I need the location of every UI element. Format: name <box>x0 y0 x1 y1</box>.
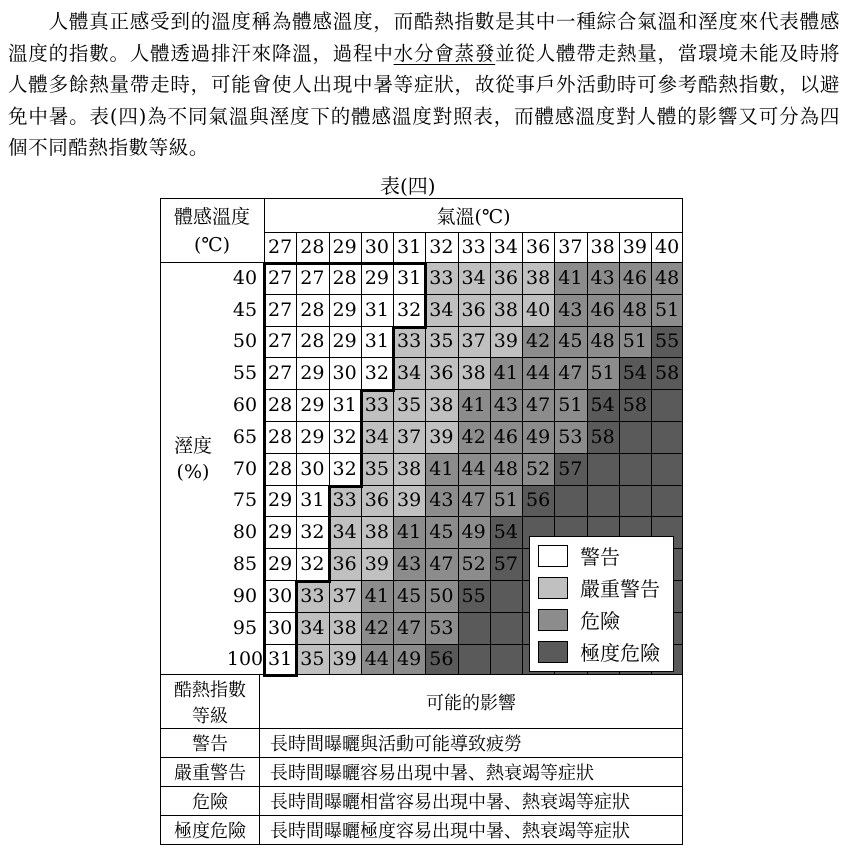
impact-row-level: 危險 <box>161 787 260 816</box>
heat-index-cell <box>490 644 522 676</box>
humidity-tick: 40 <box>232 266 258 289</box>
temperature-tick: 28 <box>300 236 325 258</box>
heat-index-cell: 58 <box>651 357 683 389</box>
intro-paragraph <box>8 6 840 164</box>
humidity-tick: 55 <box>232 362 258 385</box>
warning-boundary <box>392 357 395 391</box>
heat-index-cell: 30 <box>264 612 296 644</box>
heat-index-cell: 34 <box>458 262 490 294</box>
impact-row <box>161 758 683 787</box>
warning-boundary <box>295 612 298 646</box>
legend-label-danger: 危險 <box>580 609 620 633</box>
impact-row-level: 警告 <box>161 729 260 758</box>
heat-index-cell <box>619 485 651 517</box>
warning-boundary <box>263 262 266 676</box>
heat-index-cell: 31 <box>264 644 296 676</box>
impact-header-level-line1: 酷熱指數 <box>174 679 246 701</box>
temperature-tick: 29 <box>332 236 357 258</box>
legend <box>529 536 674 672</box>
heat-index-cell: 39 <box>329 644 361 676</box>
heat-index-cell: 34 <box>361 421 393 453</box>
legend-item-warning <box>538 541 620 570</box>
heat-index-cell: 31 <box>329 389 361 421</box>
heat-index-cell: 54 <box>619 357 651 389</box>
impact-table <box>160 674 683 845</box>
impact-row-level: 嚴重警告 <box>161 758 260 787</box>
grid-hline <box>264 453 683 454</box>
heat-index-cell: 28 <box>296 294 328 326</box>
table-border-top <box>160 198 683 199</box>
heat-index-cell: 38 <box>361 516 393 548</box>
heat-index-cell: 43 <box>393 548 425 580</box>
heat-index-cell: 35 <box>296 644 328 676</box>
heat-index-cell: 28 <box>329 262 361 294</box>
heat-index-cell: 43 <box>425 485 457 517</box>
humidity-tick: 70 <box>232 457 258 480</box>
heat-index-cell: 33 <box>393 326 425 358</box>
heat-index-cell: 38 <box>329 612 361 644</box>
heat-index-cell <box>587 485 619 517</box>
heat-index-cell <box>587 453 619 485</box>
intro-text-after: 並從人體帶走熱量，當環境未能及時將人體多餘熱量帶走時，可能會使人出現中暑等症狀，故從事戶外活動時可參考酷熱指數，以避免中暑。表(四)為不同氣溫與溼度下的體感溫度對照表，而體感溫度對人體的影響又可分為四個不同酷熱指數等級。 <box>8 41 840 159</box>
heat-index-cell: 35 <box>393 389 425 421</box>
impact-row <box>161 729 683 758</box>
heat-index-cell: 39 <box>425 421 457 453</box>
heat-index-cell: 32 <box>296 516 328 548</box>
heat-index-cell: 46 <box>587 294 619 326</box>
heat-index-cell: 32 <box>329 421 361 453</box>
heat-index-cell <box>554 485 586 517</box>
heat-index-cell: 36 <box>425 357 457 389</box>
heat-index-cell: 29 <box>264 516 296 548</box>
heat-index-cell: 46 <box>490 421 522 453</box>
heat-index-cell: 44 <box>458 453 490 485</box>
corner-label-line2: (℃) <box>193 234 231 256</box>
heat-index-cell: 29 <box>329 326 361 358</box>
heat-index-cell <box>490 612 522 644</box>
heat-index-cell: 52 <box>458 548 490 580</box>
warning-boundary <box>295 580 330 583</box>
heat-index-cell: 51 <box>587 357 619 389</box>
heat-index-cell <box>619 421 651 453</box>
heat-index-cell: 33 <box>329 485 361 517</box>
humidity-tick: 85 <box>232 553 258 576</box>
heat-index-cell: 51 <box>619 326 651 358</box>
heat-index-cell: 31 <box>361 294 393 326</box>
heat-index-cell: 38 <box>490 294 522 326</box>
heat-index-cell: 45 <box>425 516 457 548</box>
grid-hline <box>264 389 683 390</box>
humidity-label-line1: 溼度 <box>173 434 212 457</box>
heat-index-cell: 30 <box>264 580 296 612</box>
humidity-tick: 95 <box>232 616 258 639</box>
heat-index-cell: 29 <box>296 357 328 389</box>
heat-index-cell: 27 <box>264 326 296 358</box>
impact-header-row <box>161 675 683 729</box>
humidity-tick: 45 <box>232 298 258 321</box>
warning-boundary <box>392 326 395 360</box>
heat-index-cell: 57 <box>490 548 522 580</box>
heat-index-cell: 39 <box>361 548 393 580</box>
temperature-tick: 34 <box>493 236 518 258</box>
warning-boundary <box>360 421 363 455</box>
table-caption: 表(四) <box>380 174 436 198</box>
impact-row-effect: 長時間曝曬極度容易出現中暑、熱衰竭等症狀 <box>260 816 683 845</box>
heat-index-cell: 49 <box>458 516 490 548</box>
impact-row-level: 極度危險 <box>161 816 260 845</box>
heat-index-cell: 53 <box>425 612 457 644</box>
legend-label-warning: 警告 <box>580 545 620 569</box>
heat-index-cell: 38 <box>522 262 554 294</box>
heat-index-cell: 54 <box>490 516 522 548</box>
heat-index-cell: 38 <box>458 357 490 389</box>
impact-row <box>161 816 683 845</box>
heat-index-cell: 35 <box>425 326 457 358</box>
heat-index-cell: 30 <box>296 453 328 485</box>
humidity-label-line2: (%) <box>176 461 210 483</box>
heat-index-cell: 56 <box>425 644 457 676</box>
warning-boundary <box>392 326 427 329</box>
heat-index-cell <box>651 453 683 485</box>
heat-index-cell: 40 <box>522 294 554 326</box>
temperature-tick: 33 <box>461 236 486 258</box>
intro-text-before: 人體真正感受到的溫度稱為體感溫度，而酷熱指數是其中一種綜合氣溫和溼度來代表體感溫度的指數。人體透過排汗來降溫，過程中 <box>8 10 841 65</box>
heat-index-cell: 53 <box>554 421 586 453</box>
heat-index-cell: 37 <box>393 421 425 453</box>
grid-hline <box>264 421 683 422</box>
heat-index-cell: 35 <box>361 453 393 485</box>
heat-index-cell: 29 <box>296 421 328 453</box>
temperature-tick: 36 <box>526 236 551 258</box>
heat-index-cell <box>651 421 683 453</box>
legend-swatch-extreme-danger <box>538 641 568 663</box>
heat-index-cell: 42 <box>361 612 393 644</box>
heat-index-cell <box>651 389 683 421</box>
warning-boundary <box>328 485 331 519</box>
warning-boundary <box>424 262 427 296</box>
temperature-tick: 38 <box>590 236 615 258</box>
heat-index-cell: 29 <box>264 485 296 517</box>
heat-index-cell: 27 <box>296 262 328 294</box>
heat-index-cell: 37 <box>329 580 361 612</box>
temperature-tick: 27 <box>268 236 293 258</box>
heat-index-cell: 42 <box>522 326 554 358</box>
grid-hline <box>264 294 683 295</box>
humidity-tick: 100 <box>226 648 264 671</box>
heat-index-cell: 44 <box>361 644 393 676</box>
heat-index-cell: 31 <box>361 326 393 358</box>
heat-index-cell: 55 <box>458 580 490 612</box>
heat-index-cell: 32 <box>296 548 328 580</box>
heat-index-cell: 31 <box>393 262 425 294</box>
legend-item-danger <box>538 605 620 634</box>
heat-index-cell <box>651 485 683 517</box>
heat-index-cell: 51 <box>490 485 522 517</box>
humidity-tick: 60 <box>232 394 258 417</box>
heat-index-cell: 38 <box>393 453 425 485</box>
heat-index-cell: 28 <box>264 421 296 453</box>
heat-index-cell: 52 <box>522 453 554 485</box>
heat-index-cell: 37 <box>458 326 490 358</box>
heat-index-cell: 57 <box>554 453 586 485</box>
legend-swatch-warning <box>538 545 568 567</box>
heat-index-cell: 28 <box>296 326 328 358</box>
heat-index-cell: 49 <box>393 644 425 676</box>
humidity-tick: 90 <box>232 584 258 607</box>
heat-index-cell: 32 <box>361 357 393 389</box>
impact-header-effect: 可能的影響 <box>260 675 683 729</box>
heat-index-cell: 30 <box>329 357 361 389</box>
heat-index-cell: 43 <box>490 389 522 421</box>
heat-index-cell: 56 <box>522 485 554 517</box>
heat-index-cell: 43 <box>554 294 586 326</box>
heat-index-cell <box>458 612 490 644</box>
heat-index-cell: 31 <box>296 485 328 517</box>
heat-index-cell: 28 <box>264 453 296 485</box>
warning-boundary <box>263 262 426 265</box>
warning-boundary <box>295 580 298 614</box>
legend-item-severe-warning <box>538 573 660 602</box>
warning-boundary <box>360 389 395 392</box>
heat-index-cell: 29 <box>361 262 393 294</box>
intro-underlined-text: 水分會蒸發 <box>393 41 496 65</box>
temperature-header: 氣溫(℃) <box>436 205 511 228</box>
heat-index-cell: 41 <box>490 357 522 389</box>
heat-index-cell: 58 <box>619 389 651 421</box>
heat-index-cell: 41 <box>361 580 393 612</box>
heat-index-cell: 38 <box>425 389 457 421</box>
temperature-tick: 37 <box>558 236 583 258</box>
temperature-tick: 30 <box>364 236 389 258</box>
heat-index-cell: 33 <box>425 262 457 294</box>
heat-index-cell: 41 <box>393 516 425 548</box>
heat-index-cell: 48 <box>587 326 619 358</box>
heat-index-cell: 29 <box>264 548 296 580</box>
heat-index-cell <box>619 453 651 485</box>
warning-boundary <box>328 516 331 550</box>
heat-index-cell: 27 <box>264 262 296 294</box>
heat-index-cell: 48 <box>490 453 522 485</box>
heat-index-cell: 39 <box>490 326 522 358</box>
temperature-tick: 31 <box>397 236 422 258</box>
heat-index-cell: 45 <box>554 326 586 358</box>
legend-item-extreme-danger <box>538 637 660 666</box>
impact-row-effect: 長時間曝曬容易出現中暑、熱衰竭等症狀 <box>260 758 683 787</box>
humidity-tick: 65 <box>232 425 258 448</box>
warning-boundary <box>360 389 363 423</box>
heat-index-cell: 51 <box>554 389 586 421</box>
heat-index-cell: 32 <box>329 453 361 485</box>
warning-boundary <box>328 485 363 488</box>
legend-label-severe-warning: 嚴重警告 <box>580 577 660 601</box>
heat-index-cell: 48 <box>651 262 683 294</box>
temperature-tick: 40 <box>655 236 680 258</box>
heat-index-cell: 46 <box>619 262 651 294</box>
heat-index-cell <box>490 580 522 612</box>
heat-index-cell: 44 <box>522 357 554 389</box>
table-border-right <box>682 198 683 675</box>
heat-index-cell: 33 <box>296 580 328 612</box>
heat-index-cell: 49 <box>522 421 554 453</box>
heat-index-cell: 33 <box>361 389 393 421</box>
heat-index-cell: 29 <box>329 294 361 326</box>
grid-hline <box>264 326 683 327</box>
heat-index-cell: 41 <box>554 262 586 294</box>
heat-index-cell: 47 <box>393 612 425 644</box>
heat-index-cell: 41 <box>458 389 490 421</box>
warning-boundary <box>295 644 298 678</box>
heat-index-cell: 41 <box>425 453 457 485</box>
heat-index-cell: 43 <box>587 262 619 294</box>
heat-index-cell: 58 <box>587 421 619 453</box>
heat-index-cell: 48 <box>619 294 651 326</box>
heat-index-cell: 36 <box>361 485 393 517</box>
grid-hline <box>264 357 683 358</box>
heat-index-cell: 36 <box>490 262 522 294</box>
warning-boundary <box>424 294 427 328</box>
heat-index-cell: 54 <box>587 389 619 421</box>
warning-boundary <box>328 548 331 582</box>
heat-index-cell: 27 <box>264 294 296 326</box>
heat-index-cell: 34 <box>296 612 328 644</box>
temperature-tick: 39 <box>622 236 647 258</box>
impact-row-effect: 長時間曝曬與活動可能導致疲勞 <box>260 729 683 758</box>
heat-index-cell: 27 <box>264 357 296 389</box>
heat-index-cell: 36 <box>329 548 361 580</box>
header-divider <box>264 232 683 233</box>
heat-index-cell: 55 <box>651 326 683 358</box>
heat-index-cell: 29 <box>296 389 328 421</box>
heat-index-cell: 36 <box>458 294 490 326</box>
temperature-tick: 32 <box>429 236 454 258</box>
warning-boundary <box>360 453 363 487</box>
heat-index-cell <box>458 644 490 676</box>
heat-index-cell: 47 <box>554 357 586 389</box>
humidity-tick: 75 <box>232 489 258 512</box>
impact-row <box>161 787 683 816</box>
impact-row-effect: 長時間曝曬相當容易出現中暑、熱衰竭等症狀 <box>260 787 683 816</box>
legend-label-extreme-danger: 極度危險 <box>580 641 660 665</box>
heat-index-cell: 34 <box>329 516 361 548</box>
impact-header-level-line2: 等級 <box>192 705 228 727</box>
impact-header-level <box>161 675 260 729</box>
heat-index-cell: 51 <box>651 294 683 326</box>
heat-index-cell: 42 <box>458 421 490 453</box>
humidity-tick: 50 <box>232 330 258 353</box>
corner-label-line1: 體感溫度 <box>173 205 250 228</box>
heat-index-cell: 47 <box>425 548 457 580</box>
legend-swatch-severe-warning <box>538 577 568 599</box>
heat-index-cell: 47 <box>522 389 554 421</box>
table-border-left <box>160 198 161 675</box>
heat-index-cell: 34 <box>393 357 425 389</box>
heat-index-cell: 47 <box>458 485 490 517</box>
heat-index-cell: 34 <box>425 294 457 326</box>
heat-index-cell: 50 <box>425 580 457 612</box>
heat-index-cell: 32 <box>393 294 425 326</box>
legend-swatch-danger <box>538 609 568 631</box>
heat-index-cell: 45 <box>393 580 425 612</box>
heat-index-cell: 28 <box>264 389 296 421</box>
humidity-tick: 80 <box>232 521 258 544</box>
heat-index-cell: 39 <box>393 485 425 517</box>
